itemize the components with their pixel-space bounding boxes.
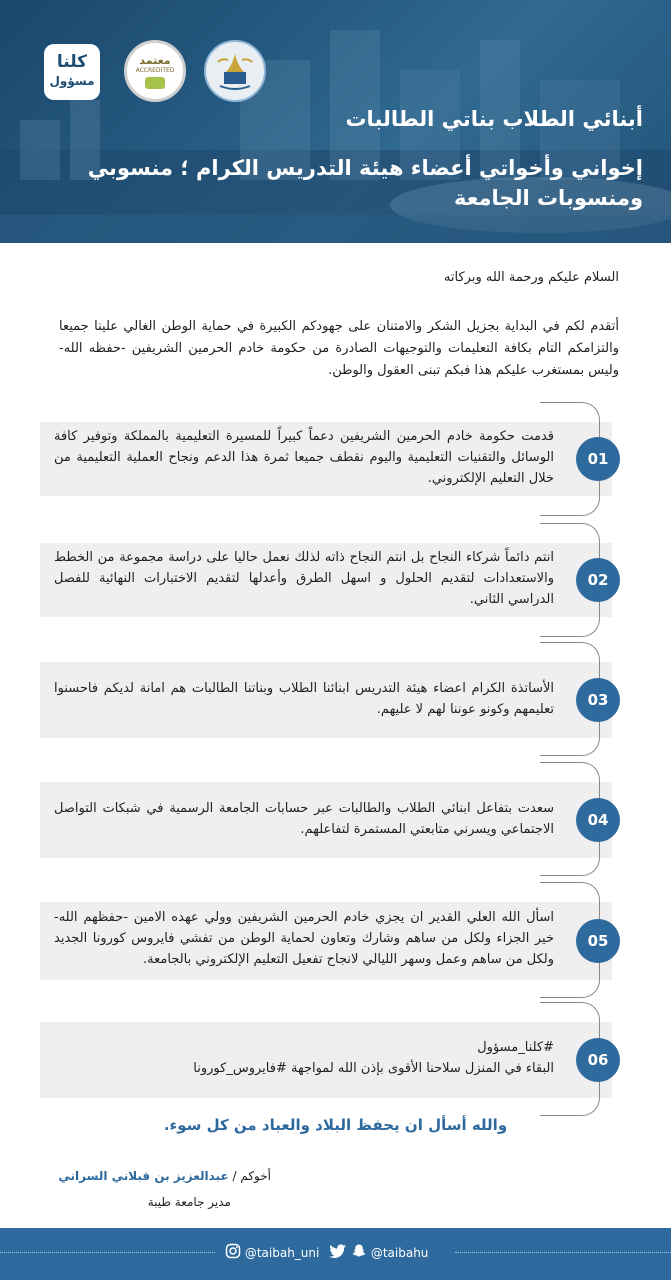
point-card-01 <box>40 422 612 496</box>
point-card-04 <box>40 782 612 858</box>
greeting-text: السلام عليكم ورحمة الله وبركاته <box>443 270 619 285</box>
point-text: اسأل الله العلي القدير ان يجزي خادم الحرمين الشريفين وولي عهده الامين -حفظهم الله- خير الجزاء ولكل من ساهم وشارك وتعاون لحماية الوطن من تفشي فايروس كورونا الجديد ولكل من ساهم وعمل وسهر الليالي لانجاح تفعيل التعليم الإلكتروني بالجامعة. <box>54 910 554 967</box>
point-text: البقاء في المنزل سلاحنا الأقوى بإذن الله لمواجهة #فايروس_كورونا <box>193 1061 554 1076</box>
footer-bar <box>0 1228 671 1280</box>
twitter-icon[interactable] <box>329 1244 347 1262</box>
point-card-03 <box>40 662 612 738</box>
header-title: أبنائي الطلاب بناتي الطالبات <box>345 107 643 131</box>
header-subtitle: إخواني وأخواتي أعضاء هيئة التدريس الكرام ؛ منسوبي ومنسوبات الجامعة <box>87 156 643 210</box>
logo-group <box>44 40 264 106</box>
kollona-masool-logo: كلنا مسؤول <box>44 44 100 100</box>
header-banner <box>0 0 671 243</box>
point-text: انتم دائماً شركاء النجاح بل انتم النجاح ذاته لذلك نعمل حاليا على دراسة مجموعة من الخطط والاستعدادات لتقديم الحلول و اسهل الطرق وأعدلها لتقديم الاختبارات النهائية للفصل الدراسي الثاني. <box>54 550 554 607</box>
point-card-05 <box>40 902 612 980</box>
taibah-university-logo <box>204 40 266 102</box>
palm-emblem-icon <box>206 42 264 100</box>
footer-divider-left <box>0 1252 215 1254</box>
point-number-badge: 02 <box>576 558 620 602</box>
footer-divider-right <box>455 1252 671 1254</box>
signature-line <box>41 1163 271 1189</box>
accredited-seal-logo: معتمد ACCREDITED <box>124 40 186 102</box>
point-text: سعدت بتفاعل ابنائي الطلاب والطالبات عبر حسابات الجامعة الرسمية في شبكات التواصل الاجتماعي ويسرني متابعتي المستمرة لتفاعلهم. <box>54 801 554 837</box>
point-number-badge: 06 <box>576 1038 620 1082</box>
point-card-02 <box>40 543 612 617</box>
point-card-06 <box>40 1022 612 1098</box>
social-handles <box>225 1243 465 1265</box>
point-number-badge: 05 <box>576 919 620 963</box>
point-number-badge: 01 <box>576 437 620 481</box>
twitter-handle[interactable]: @taibahu <box>370 1245 429 1260</box>
signature-block <box>41 1163 271 1215</box>
snapchat-icon[interactable] <box>351 1243 367 1262</box>
instagram-icon[interactable] <box>225 1243 241 1262</box>
point-number-badge: 03 <box>576 678 620 722</box>
signature-prefix: أخوكم / <box>232 1169 271 1183</box>
point-text: قدمت حكومة خادم الحرمين الشريفين دعماً كبيراً للمسيرة التعليمية بالمملكة وتوفير كافة الوسائل والتقنيات التعليمية واليوم نقطف جميعا ثمرة هذا الدعم ونجاح العملية التعليمية من خلال التعليم الإلكتروني. <box>54 429 554 486</box>
signatory-title: مدير جامعة طيبة <box>147 1195 231 1209</box>
point-text: الأساتذة الكرام اعضاء هيئة التدريس ابنائنا الطلاب وبناتنا الطالبات هم امانة لديكم فاحسنوا تعليمهم وكونو عوننا لهم لا عليهم. <box>54 681 554 717</box>
seal-emblem <box>145 77 165 89</box>
intro-paragraph: أتقدم لكم في البداية بجزيل الشكر والامتنان على جهودكم الكبيرة في حماية الوطن الغالي علينا جميعا والتزامكم التام بكافة التعليمات والتوجيهات الصادرة من حكومة خادم الحرمين الشريفين -حفظه الله- وليس بمستغرب عليكم هذا فبكم تبنى العقول والوطن. <box>59 319 619 378</box>
hashtag-line: #كلنا_مسؤول <box>477 1040 554 1055</box>
closing-prayer: والله أسأل ان يحفظ البلاد والعباد من كل سوء. <box>163 1116 508 1134</box>
point-number-badge: 04 <box>576 798 620 842</box>
signatory-name: عبدالعزيز بن قبلاني السراني <box>58 1169 229 1183</box>
instagram-handle[interactable]: @taibah_uni <box>244 1245 320 1260</box>
